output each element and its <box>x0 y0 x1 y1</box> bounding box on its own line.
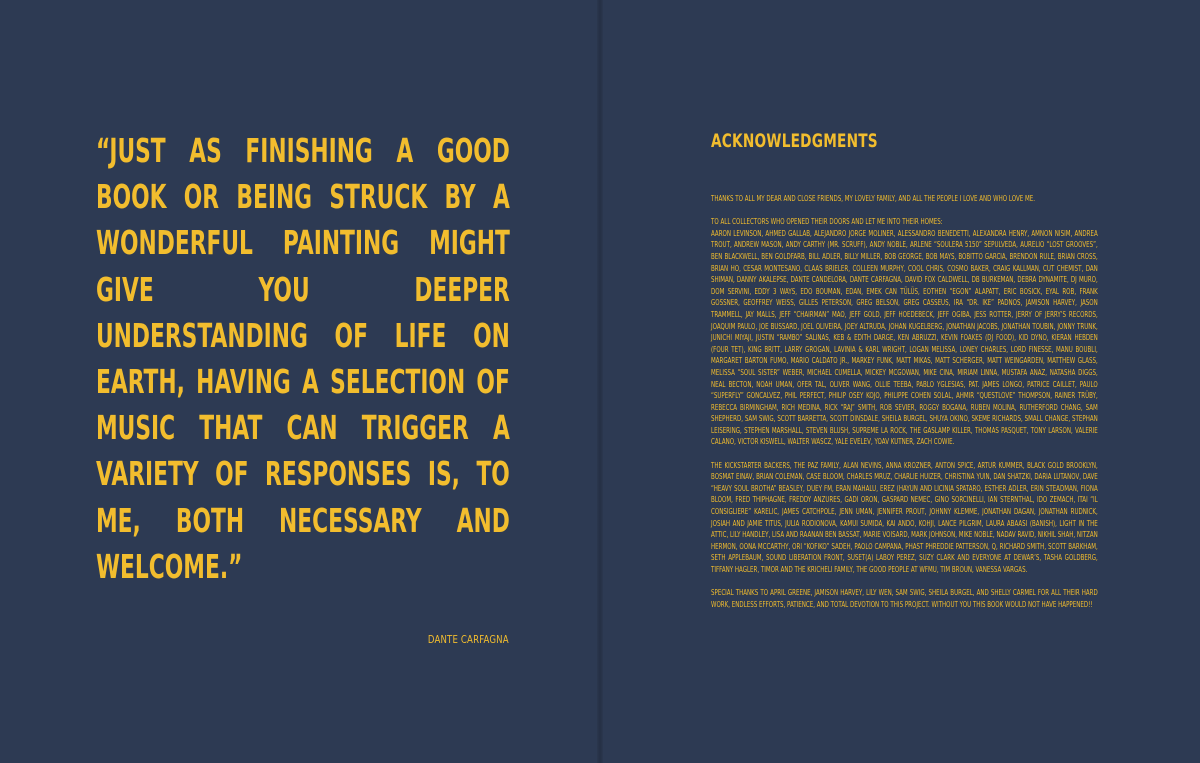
ack-intro-paragraph: THANKS TO ALL MY DEAR AND CLOSE FRIENDS, MY LOVELY FAMILY, AND ALL THE PEOPLE I LOVE AND WHO LOVE ME. <box>711 194 1036 203</box>
right-page <box>600 0 1200 763</box>
ack-collectors-list: AARON LEVINSON, AHMED GALLAB, ALEJANDRO JORGE MOLINER, ALESSANDRO BENEDETTI, ALEXANDRA HENRY, AMNON NISIM, ANDREA TROUT, ANDREW MASON, ANDY CARTHY (MR. SCRUFF), ANDY NOBLE, ARLENE “SOULERA 5150” SEPULVEDA, AURELIO “LOST GROOVES”, BEN BLACKWELL, BEN GOLDFARB, BILL ADLER, BILLY MILLER, BOB GEORGE, BOB MAYS, BOBITTO GARCIA, BRENDON RULE, BRIAN CROSS, BRIAN HO, CESAR MONTESANO, CLAAS BRIELER, COLLEEN MURPHY, COOL CHRIS, COSMO BAKER, CRAIG KALLMAN, CUT CHEMIST, DAN SHIMAN, DANNY AKALEPSE, DANTE CANDELORA, DANTE CARFAGNA, DAVID FOX CALDWELL, DB BURKEMAN, DEBRA DYNAMITE, DJ MURO, DOM SERVINI, EDDY 3 WAYS, EDO BOUMAN, EDAN, EMEK CAN TÜLÜS, EOTHEN “EGON” ALAPATT, ERIC BOSICK, EYAL ROB, FRANK GOSSNER, GEOFFREY WEISS, GILLES PETERSON, GREG BELSON, GREG CASSEUS, IRA “DR. IKE” PADNOS, JAMISON HARVEY, JASON TRAMMELL, JAY MALLS, JEFF “CHAIRMAN” MAO, JEFF GOLD, JEFF HOEDEBECK, JEFF OGIBA, JESS ROTTER, JERRY OF JERRY’S RECORDS, JOAQUIM PAULO, JOE BUSSARD, JOEL OLIVEIRA, JOEY ALTRUDA, JOHAN KUGELBERG, JONATHAN JACOBS, JONATHAN TOUBIN, JONNY TRUNK, JUNICHI MIYAJI, JUSTIN “RAMBO” SALINAS, KEB & EDITH DARGE, KEN ABRUZZI, KEVIN FOAKES (DJ FOOD), KID DYNO, KIERAN HEBDEN (FOUR TET), KING BRITT, LARRY GROGAN, LAVINIA & KARL WRIGHT, LOGAN MELISSA, LONEY CHARLES, LORD FINESSE, MANU BOUBLI, MARGARET BARTON FUMO, MARIO CALDATO JR., MARKEY FUNK, MATT MIKAS, MATT SCHERGER, MATT WEINGARDEN, MATTHEW GLASS, MELISSA “SOUL SISTER” WEBER, MICHAEL CUMELLA, MICKEY MCGOWAN, MIKE CINA, MIRIAM LINNA, MUSTAFA ANAZ, NATASHA DIGGS, NEAL BECTON, NOAH UMAN, OFER TAL, OLIVER WANG, OLLIE TEEBA, PABLO YGLESIAS, PAT. JAMES LONGO, PATRICE CAILLET, PAULO “SUPERFLY” GONCALVEZ, PHIL PERFECT, PHILIP OSEY KOJO, PHILIPPE COHEN SOLAL, AHMIR “QUESTLOVE” THOMPSON, RAINER TRÜBY, REBECCA BIRMINGHAM, RICH MEDINA, RICK “RAJ” SMITH, ROB SEVIER, ROGGY BOGANA, RUBEN MOLINA, RUTHERFORD CHANG, SAM SHEPHERD, SAM SWIG, SCOTT BARRETTA, SCOTT DINSDALE, SHEILA BURGEL, SHUYA OKINO, SKEME RICHARDS, SMALL CHANGE, STEPHAN LEISERING, STEPHEN MARSHALL, STEVEN BLUSH, SUPREME LA ROCK, THE GASLAMP KILLER, THOMAS PASQUET, TONY LARSON, VALERIE CALANO, VICTOR KISWELL, WALTER WASCZ, YALE EVELEV, YOAV KUTNER, ZACH COWIE. <box>711 228 1098 447</box>
acknowledgments-heading: ACKNOWLEDGMENTS <box>711 130 878 152</box>
ack-backers-paragraph: THE KICKSTARTER BACKERS, THE PAZ FAMILY, ALAN NEVINS, ANNA KROZNER, ANTON SPICE, ARTUR KUMMER, BLACK GOLD BROOKLYN, BOSMAT EINAV, BRIAN COLEMAN, CASE BLOOM, CHARLES MRUZ, CHARLIE HUIZER, CHRISTINA YUIN, DAN SHATZKI, DARIA LUTANOV, DAVE “HEAVY SOUL BROTHA” BEASLEY, DUEY FM, ERAN MAHALU, EREZ (HAYUN AND LICINIA SPATARO, ESTHER ADLER, ERIN STEADMAN, FIONA BLOOM, FRED THIPHAGNE, FREDDY ANZURES, GADI ORON, GASPARD NEMEC, GINO SORCINELLI, IAN STERNTHAL, IDO ZEMACH, ITAI “IL CONSIGLIERE” KARELIC, JAMES CATCHPOLE, JENN UMAN, JENNIFER PROUT, JOHNNY KLEMME, JONATHAN DAGAN, JONATHAN RUDNICK, JOSIAH AND JAMIE TITUS, JULIA RODIONOVA, KAMUI SUMIDA, KAI ANDO, KOHJI, LANCE PILGRIM, LAURA ABAASI (BANISH), LIGHT IN THE ATTIC, LILY HANDLEY, LISA AND RAANAN BEN BASSAT, MARIE VOISARD, MARK JOHNSON, MIKE NOBLE, NADAV RAVID, NIKHIL SHAH, NITZAN HERMON, OONA MCCARTHY, ORI “KOFIKO” SADEH, PAOLO CAMPANA, PHAST PHREDDIE PATTERSON, Q, RICHARD SMITH, SCOTT BARKHAM, SETH APPLEBAUM, SOUND LIBERATION FRONT, SUSET(A) LABOY PEREZ, SUZY CLARK AND EVERYONE AT DEWAR’S, TASHA GOLDBERG, TIFFANY HAGLER, TIMOR AND THE KRICHELI FAMILY, THE GOOD PEOPLE AT WFMU, TIM BROUN, VANESSA VARGAS. <box>711 460 1098 574</box>
ack-collectors-intro: TO ALL COLLECTORS WHO OPENED THEIR DOORS AND LET ME INTO THEIR HOMES: <box>711 217 943 227</box>
ack-special-thanks-paragraph: SPECIAL THANKS TO APRIL GREENE, JAMISON HARVEY, LILY WEN, SAM SWIG, SHEILA BURGEL, AND SHELLY CARMEL FOR ALL THEIR HARD WORK, ENDLESS EFFORTS, PATIENCE, AND TOTAL DEVOTION TO THIS PROJECT. WITHOUT YOU THIS BOOK WOULD NOT HAVE HAPPENED!! <box>711 588 1098 609</box>
pull-quote: “JUST AS FINISHING A GOOD BOOK OR BEING STRUCK BY A WONDERFUL PAINTING MIGHT GIVE YOU DEEPER UNDERSTANDING OF LIFE ON EARTH, HAVING A SELECTION OF MUSIC THAT CAN TRIGGER A VARIETY OF RESPONSES IS, TO ME, BOTH NECESSARY AND WELCOME.” <box>96 131 510 586</box>
quote-author: DANTE CARFAGNA <box>428 633 509 646</box>
acknowledgments-body <box>711 193 1098 622</box>
